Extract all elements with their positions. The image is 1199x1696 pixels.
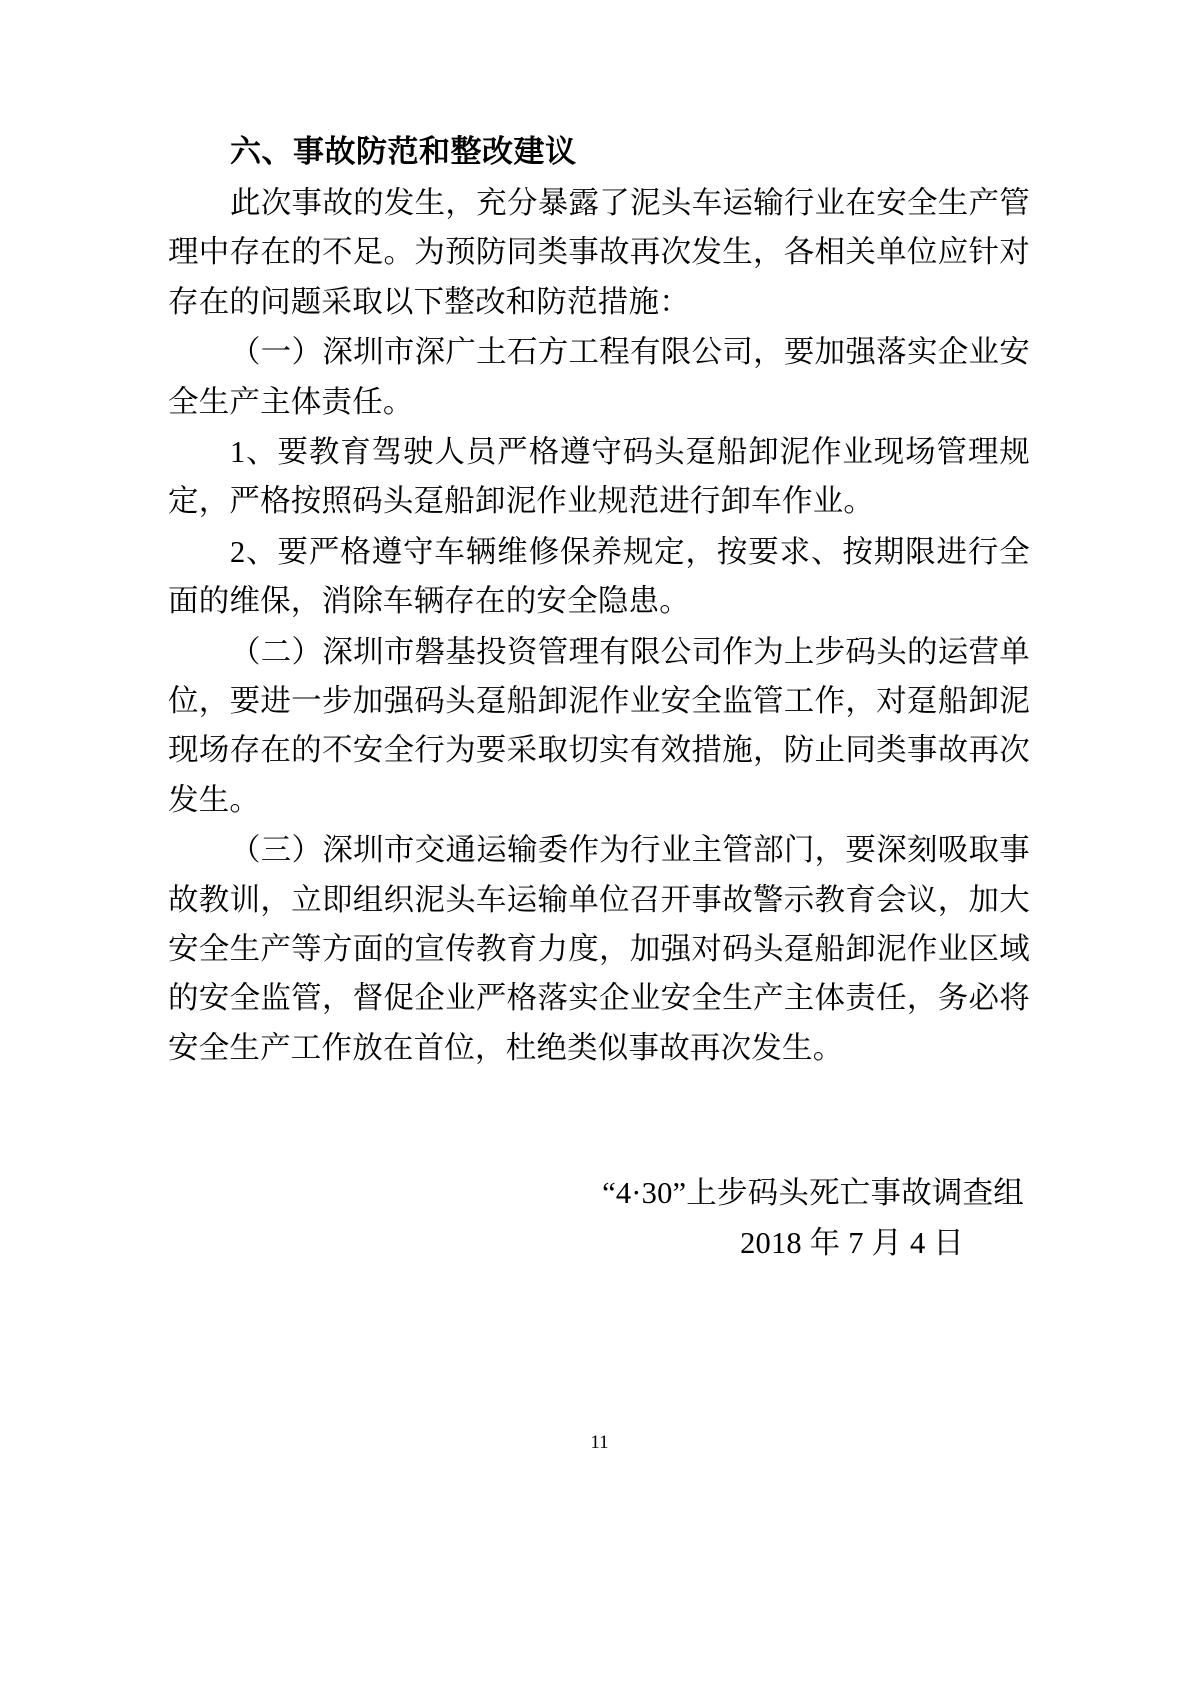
paragraph-item-two: （二）深圳市磐基投资管理有限公司作为上步码头的运营单位，要进一步加强码头趸船卸泥作业安全监管工作，对趸船卸泥现场存在的不安全行为要采取切实有效措施，防止同类事故再次发生。 — [168, 634, 1030, 817]
paragraph-item-one: （一）深圳市深广土石方工程有限公司，要加强落实企业安全生产主体责任。 — [168, 335, 1030, 419]
paragraph-item-three: （三）深圳市交通运输委作为行业主管部门，要深刻吸取事故教训，立即组织泥头车运输单位召开事故警示教育会议，加大安全生产等方面的宣传教育力度，加强对码头趸船卸泥作业区域的安全监管，督促企业严格落实企业安全生产主体责任，务必将安全生产工作放在首位，杜绝类似事故再次发生。 — [168, 833, 1030, 1065]
paragraph-item-one-sub-1: 1、要教育驾驶人员严格遵守码头趸船卸泥作业现场管理规定，严格按照码头趸船卸泥作业规范进行卸车作业。 — [168, 434, 1030, 519]
document-body — [168, 130, 1030, 1268]
signature-block — [168, 1169, 1030, 1268]
signature-date: 2018 年 7 月 4 日 — [740, 1225, 964, 1260]
paragraph-item-one-sub-2: 2、要严格遵守车辆维修保养规定，按要求、按期限进行全面的维保，消除车辆存在的安全隐患。 — [168, 534, 1030, 619]
signature-group: “4·30”上步码头死亡事故调查组 — [602, 1176, 1024, 1211]
section-heading: 六、事故防范和整改建议 — [230, 134, 577, 169]
paragraph-intro: 此次事故的发生，充分暴露了泥头车运输行业在安全生产管理中存在的不足。为预防同类事故再次发生，各相关单位应针对存在的问题采取以下整改和防范措施： — [168, 185, 1030, 319]
page-number: 11 — [590, 1432, 609, 1453]
